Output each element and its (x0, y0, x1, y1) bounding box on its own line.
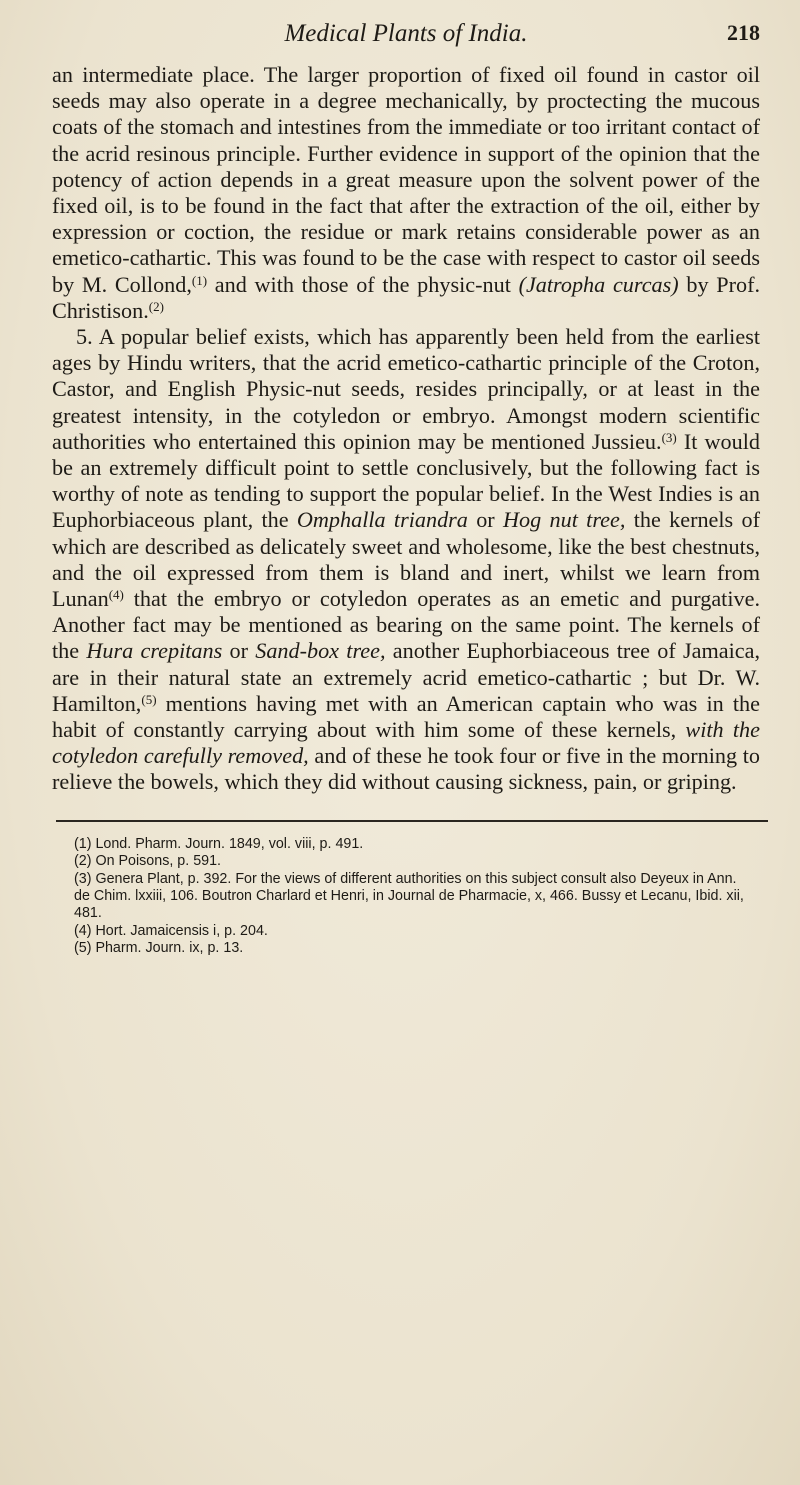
italic-run: Omphalla triandra (296, 507, 468, 533)
footnote-3: (3) Genera Plant, p. 392. For the views of different authorities on this subject consult also Deyeux in Ann. de Chim. lxxiii, 106. Boutron Charlard et Henri, in Journal de Pharmacie, x, 466. Bussy et Lecanu, Ibid. xii, 481. (74, 870, 744, 922)
text-run: mentions having met with an American captain who was in the habit of constantly carrying about with him some of these kernels, (52, 690, 760, 743)
italic-run: Hura crepitans (86, 638, 223, 664)
paragraph-continued (52, 62, 760, 324)
footnote-ref-5: (5) (141, 691, 157, 707)
footnote-divider (56, 820, 768, 822)
running-title: Medical Plants of India. (284, 20, 528, 47)
text-run: the kernels of which are described as delicately sweet and wholesome, like the best chestnuts, and the oil expressed from them is bland and inert, whilst we learn from Lunan (52, 507, 760, 612)
footnote-ref-3: (3) (661, 429, 677, 445)
text-run: or (222, 638, 256, 664)
text-run: by Prof. Christison. (52, 271, 761, 323)
text-run: It would be an extremely difficult point to settle conclusively, but the following fact is worthy of note as tending to support the popular belief. In the West Indies is an Euphorbiaceous plant, the (52, 428, 760, 533)
footnotes (52, 836, 760, 958)
page-number: 218 (727, 20, 760, 45)
footnote-1: (1) Lond. Pharm. Journ. 1849, vol. viii, p. 491. (74, 835, 364, 852)
text-run: and with those of the physic-nut (207, 271, 519, 297)
italic-run: Hog nut tree, (503, 507, 626, 533)
body-text (52, 62, 760, 796)
running-head (52, 18, 760, 52)
footnote-5: (5) Pharm. Journ. ix, p. 13. (74, 940, 244, 957)
italic-run: (Jatropha curcas) (518, 271, 679, 297)
footnote-ref-2: (2) (148, 298, 164, 314)
text-run: another Euphorbiaceous tree of Jamaica, are in their natural state an extremely acrid emetico-cathartic ; but Dr. W. Hamilton, (52, 638, 760, 716)
paragraph-5 (52, 324, 760, 796)
footnote-ref-1: (1) (191, 272, 208, 288)
text-run: an intermediate place. The larger proportion of fixed oil found in castor oil seeds may also operate in a degree mechanically, by proctecting the mucous coats of the stomach and intestines from the immediate or too irritant contact of the acrid resinous principle. Further evidence in support of the opinion that the potency of action depends in a great measure upon the solvent power of the fixed oil, is to be found in the fact that after the extraction of the oil, either by expression or coction, the residue or mark retains considerable power as an emetico-cathartic. This was found to be the case with respect to castor oil seeds by M. Collond, (52, 62, 760, 297)
text-run: that the embryo or cotyledon operates as an emetic and purgative. Another fact may be mentioned as bearing on the same point. The kernels of the (52, 586, 760, 664)
text-run: or (467, 507, 503, 533)
footnote-4: (4) Hort. Jamaicensis i, p. 204. (74, 922, 268, 939)
footnote-2: (2) On Poisons, p. 591. (74, 853, 222, 870)
italic-run: Sand-box tree, (255, 638, 386, 664)
italic-run: with the cotyledon carefully removed, (52, 717, 760, 769)
footnote-ref-4: (4) (108, 587, 124, 603)
text-run: 5. A popular belief exists, which has apparently been held from the earliest ages by Hindu writers, that the acrid emetico-cathartic principle of the Croton, Castor, and English Physic-nut seeds, resides principally, or at least in the greatest intensity, in the cotyledon or embryo. Amongst modern scientific authorities who entertained this opinion may be mentioned Jussieu. (52, 324, 760, 454)
text-run: and of these he took four or five in the morning to relieve the bowels, which they did without causing sickness, pain, or griping. (52, 743, 760, 795)
